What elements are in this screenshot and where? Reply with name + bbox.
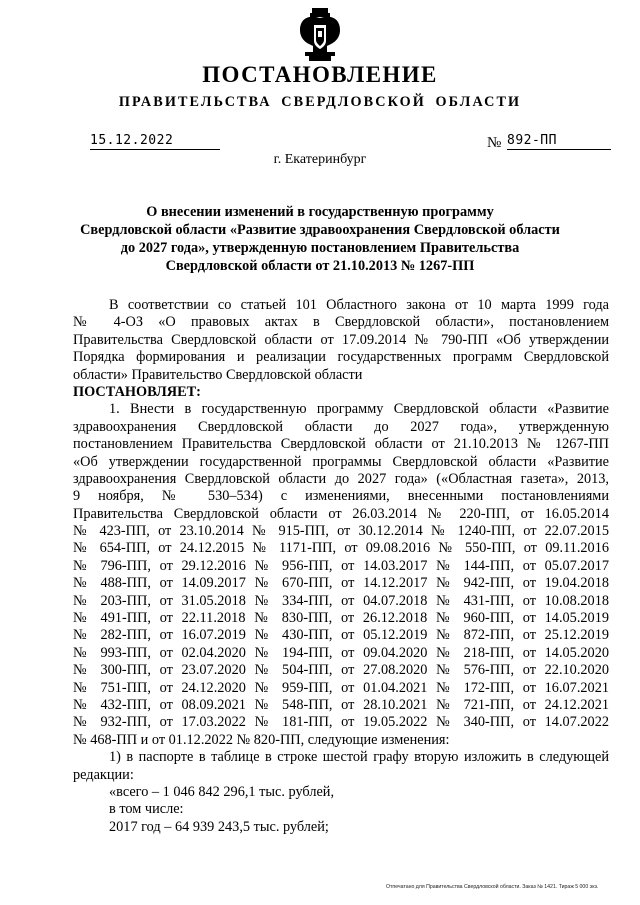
document-body <box>73 297 609 836</box>
item-line: № 796-ПП, от 29.12.2016 № 956-ПП, от 14.03.2017 № 144-ПП, от 05.07.2017 <box>73 557 609 574</box>
item-line: здравоохранения Свердловской области до 2027 года» («Областная газета», 2013, <box>73 470 609 487</box>
item-line: № 654-ПП, от 24.12.2015 № 1171-ПП, от 09.08.2016 № 550-ПП, от 09.11.2016 <box>73 540 609 557</box>
document-subtitle: ПРАВИТЕЛЬСТВА СВЕРДЛОВСКОЙ ОБЛАСТИ <box>118 94 522 110</box>
item-line: Правительства Свердловской области от 26.03.2014 № 220-ПП, от 16.05.2014 <box>73 505 609 522</box>
print-footer: Отпечатано для Правительства Свердловской области. Заказ № 1421. Тираж 5 000 экз. <box>386 884 599 890</box>
item-line: № 468-ПП и от 01.12.2022 № 820-ПП, следующие изменения: <box>73 731 450 748</box>
item-line: № 432-ПП, от 08.09.2021 № 548-ПП, от 28.10.2021 № 721-ПП, от 24.12.2021 <box>73 696 609 713</box>
item-line: № 423-ПП, от 23.10.2014 № 915-ПП, от 30.12.2014 № 1240-ПП, от 22.07.2015 <box>73 523 609 540</box>
quote-line: в том числе: <box>109 801 184 818</box>
decree-word: ПОСТАНОВЛЯЕТ: <box>73 383 201 400</box>
preamble-line: В соответствии со статьей 101 Областного закона от 10 марта 1999 года <box>109 297 609 313</box>
heading-line: Свердловской области «Развитие здравоохранения Свердловской области <box>80 222 560 238</box>
document-date: 15.12.2022 <box>90 133 220 150</box>
item-line: «Об утверждении государственной программы Свердловской области «Развитие <box>73 453 609 470</box>
quote-line: «всего – 1 046 842 296,1 тыс. рублей, <box>109 783 335 800</box>
quote-line: 2017 год – 64 939 243,5 тыс. рублей; <box>109 818 329 835</box>
item-line: № 282-ПП, от 16.07.2019 № 430-ПП, от 05.12.2019 № 872-ПП, от 25.12.2019 <box>73 627 609 644</box>
item-line: 9 ноября, № 530–534) с изменениями, внесенными постановлениями <box>73 488 609 505</box>
item-line: № 488-ПП, от 14.09.2017 № 670-ПП, от 14.12.2017 № 942-ПП, от 19.04.2018 <box>73 575 609 592</box>
coat-of-arms-icon <box>299 8 341 63</box>
item-line: здравоохранения Свердловской области до 2027 года», утвержденную <box>73 418 609 435</box>
preamble-line: Порядка формирования и реализации государственных программ Свердловской <box>73 349 609 366</box>
subitem-line: 1) в паспорте в таблице в строке шестой графу вторую изложить в следующей <box>109 749 609 766</box>
item-line: № 300-ПП, от 23.07.2020 № 504-ПП, от 27.08.2020 № 576-ПП, от 22.10.2020 <box>73 662 609 679</box>
document-title: ПОСТАНОВЛЕНИЕ <box>202 62 438 87</box>
number-sign: № <box>487 135 502 151</box>
subitem-line: редакции: <box>73 766 134 783</box>
heading-line: Свердловской области от 21.10.2013 № 1267-ПП <box>165 258 475 274</box>
document-heading <box>70 203 570 275</box>
preamble-line: Правительства Свердловской области от 17.09.2014 № 790-ПП «Об утверждении <box>73 331 609 348</box>
item-line: 1. Внести в государственную программу Свердловской области «Развитие <box>109 401 609 418</box>
preamble-line: области» Правительство Свердловской области <box>73 366 363 383</box>
item-line: № 993-ПП, от 02.04.2020 № 194-ПП, от 09.04.2020 № 218-ПП, от 14.05.2020 <box>73 644 609 661</box>
item-line: постановлением Правительства Свердловской области от 21.10.2013 № 1267-ПП <box>73 436 609 453</box>
item-line: № 751-ПП, от 24.12.2020 № 959-ПП, от 01.04.2021 № 172-ПП, от 16.07.2021 <box>73 679 609 696</box>
document-number: 892-ПП <box>507 133 611 150</box>
item-line: № 932-ПП, от 17.03.2022 № 181-ПП, от 19.05.2022 № 340-ПП, от 14.07.2022 <box>73 714 609 731</box>
item-line: № 491-ПП, от 22.11.2018 № 830-ПП, от 26.12.2018 № 960-ПП, от 14.05.2019 <box>73 610 609 627</box>
heading-line: до 2027 года», утвержденную постановлением Правительства <box>120 240 520 256</box>
item-line: № 203-ПП, от 31.05.2018 № 334-ПП, от 04.07.2018 № 431-ПП, от 10.08.2018 <box>73 592 609 609</box>
preamble-line: № 4-ОЗ «О правовых актах в Свердловской области», постановлением <box>73 314 609 331</box>
heading-line: О внесении изменений в государственную программу <box>146 204 494 220</box>
city-line: г. Екатеринбург <box>273 152 367 167</box>
